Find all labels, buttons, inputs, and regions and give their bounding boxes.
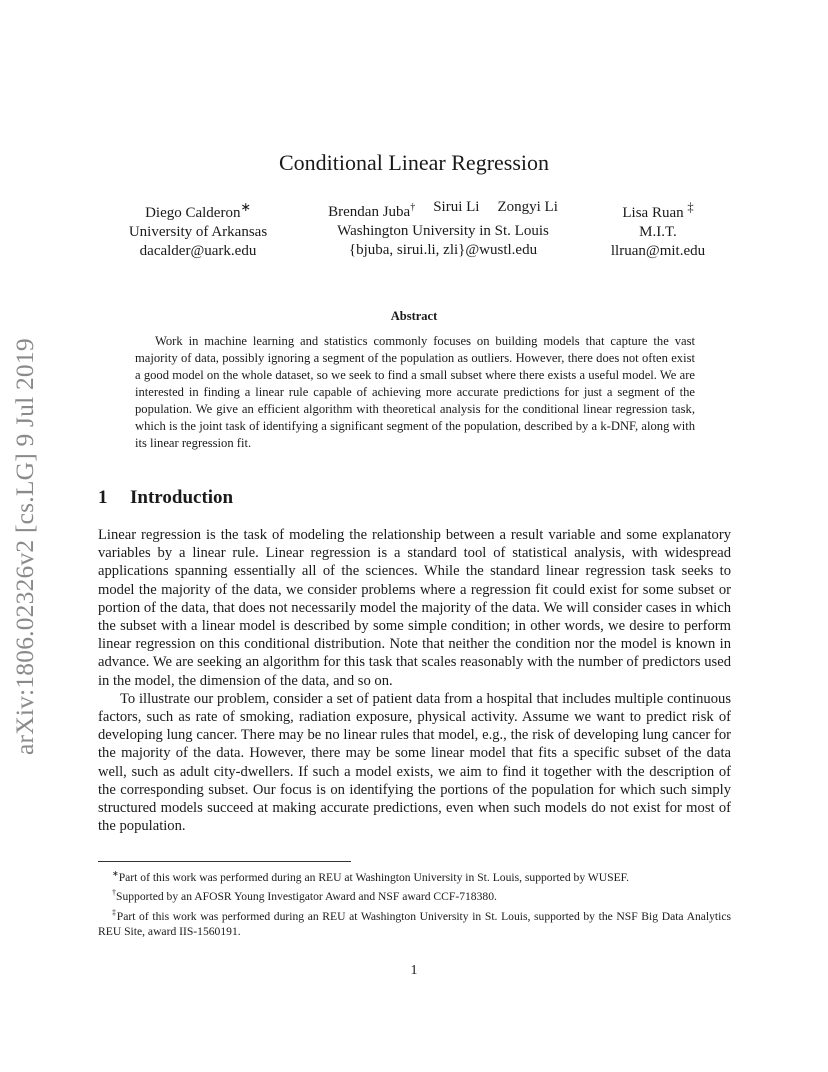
footnote-divider xyxy=(98,861,351,862)
author-sirui-li: Sirui Li xyxy=(433,199,480,215)
author-email[interactable]: dacalder@uark.edu xyxy=(139,243,257,259)
author-name: Diego Calderon xyxy=(145,205,241,221)
paper-title: Conditional Linear Regression xyxy=(278,150,550,175)
author-email[interactable]: llruan@mit.edu xyxy=(610,243,706,259)
section-number: 1 xyxy=(98,487,108,508)
abstract-text: Work in machine learning and statistics commonly focuses on building models that capture the vast majority of data, possibly ignoring a segment of the population as outliers. However, there does not often exist a good model on the whole dataset, so we seek to find a small subset where there exists a useful model. We are interested in finding a linear rule capable of achieving more accurate predictions for just a segment of the population. We give an efficient algorithm with theoretical analysis for the conditional linear regression task, which is the joint task of identifying a significant segment of the population, described by a k-DNF, along with its linear regression fit. xyxy=(135,334,695,450)
footnote-1: ∗Part of this work was performed during an REU at Washington University in St. Louis, supported by WUSEF. xyxy=(112,869,630,884)
section-body xyxy=(98,526,731,835)
arxiv-identifier-stamp[interactable]: arXiv:1806.02326v2 [cs.LG] 9 Jul 2019 xyxy=(10,338,39,755)
author-affiliation: University of Arkansas xyxy=(128,224,268,240)
author-name: Lisa Ruan xyxy=(622,205,684,221)
author-ruan xyxy=(596,198,720,261)
author-calderon xyxy=(110,198,286,261)
author-affiliation: M.I.T. xyxy=(639,224,677,240)
section-title: Introduction xyxy=(130,487,234,508)
author-group-wustl xyxy=(300,198,586,260)
page-number: 1 xyxy=(410,963,418,978)
author-footnote-mark: ∗ xyxy=(240,200,251,214)
section-heading xyxy=(98,487,233,509)
author-affiliation: Washington University in St. Louis xyxy=(337,223,549,239)
author-zongyi-li: Zongyi Li xyxy=(497,199,558,215)
body-paragraph: To illustrate our problem, consider a set of patient data from a hospital that includes multiple continuous factors, such as rate of smoking, radiation exposure, physical activity. Assume we want to predict risk of developing lung cancer. There may be no linear rules that model, e.g., the risk of developing lung cancer for the majority of the data. However, there may be some linear model that fits a specific subset of the data well, such as adult city-dwellers. If such a model exists, we aim to find it together with the description of the corresponding subset. Our focus is on identifying the portions of the population for which such simply structured models succeed at making accurate predictions, even when such models do not exist for most of the population. xyxy=(98,690,731,835)
author-email[interactable]: {bjuba, sirui.li, zli}@wustl.edu xyxy=(348,242,538,258)
abstract-heading: Abstract xyxy=(390,309,438,323)
author-juba: Brendan Juba† xyxy=(328,202,416,220)
abstract-body xyxy=(135,333,695,452)
footnote-2: †Supported by an AFOSR Young Investigator Award and NSF award CCF-718380. xyxy=(112,888,497,904)
body-paragraph: Linear regression is the task of modeling the relationship between a result variable and some explanatory variables by a linear rule. Linear regression is a standard tool of statistical analysis, with widespread applications spanning essentially all of the sciences. While the standard linear regression task seeks to model the majority of the data, we consider problems where a regression fit could exist for some subset or portion of the data, that does not necessarily model the majority of the data. We will consider cases in which the subset with a linear model is described by some simple condition; in other words, we desire to perform linear regression on this conditional distribution. Note that neither the condition nor the model is known in advance. We are seeking an algorithm for this task that scales reasonably with the number of predictors used in the model, the dimension of the data, and so on. xyxy=(98,527,731,689)
author-footnote-mark: ‡ xyxy=(687,200,694,214)
footnotes xyxy=(98,866,731,940)
footnote-3: ‡Part of this work was performed during an REU at Washington University in St. Louis, supported by the NSF Big Data Analytics REU Site, award IIS-1560191. xyxy=(98,907,732,939)
